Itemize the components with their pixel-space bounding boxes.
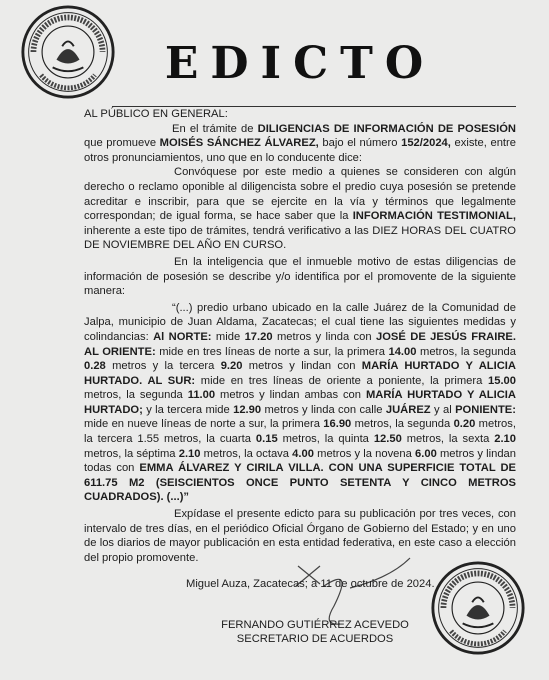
document-title: EDICTO [164, 38, 436, 89]
court-seal-icon [20, 4, 116, 100]
signer-name: FERNANDO GUTIÉRREZ ACEVEDO [221, 619, 409, 631]
court-seal-bottom-icon [430, 560, 526, 656]
edict-body [84, 107, 516, 565]
signer [200, 618, 430, 646]
paragraph-property-description: “(...) predio urbano ubicado en la calle Juárez de la Comunidad de Jalpa, municipio de Juan Aldama, Zacatecas; el cual tiene las siguientes medidas y colindancias: Al NORTE: mide 17.20 metros y linda con JOSÉ DE JESÚS FRAIRE. AL ORIENTE: mide en tres líneas de norte a sur, la primera 14.00 metros, la segunda 0.28 metros y la tercera 9.20 metros y lindan con MARÍA HURTADO Y ALICIA HURTADO. AL SUR: mide en tres líneas de oriente a poniente, la primera 15.00 metros, la segunda 11.00 metros y lindan ambas con MARÍA HURTADO Y ALICIA HURTADO; y la tercera mide 12.90 metros y linda con calle JUÁREZ y al PONIENTE: mide en nueve líneas de norte a sur, la primera 16.90 metros, la segunda 0.20 metros, la tercera 1.55 metros, la cuarta 0.15 metros, la quinta 12.50 metros, la sexta 2.10 metros, la séptima 2.10 metros, la octava 4.00 metros y la novena 6.00 metros y lindan todas con EMMA ÁLVAREZ Y CIRILA VILLA. CON UNA SUPERFICIE TOTAL DE 611.75 M2 (SEISCIENTOS ONCE PUNTO SETENTA Y CINCO METROS CUADRADOS). (...)” [84, 301, 516, 504]
paragraph-summons: Convóquese por este medio a quienes se consideren con algún derecho o reclamo oponible al diligencista sobre el predio cuya posesión se pretende acreditar e inscribir, para que se ejercite en la vía y términos que legalmente correspondan; de igual forma, se hace saber que la INFORMACIÓN TESTIMONIAL, inherente a este tipo de trámites, tendrá verificativo a las DIEZ HORAS DEL CUATRO DE NOVIEMBRE DEL AÑO EN CURSO. [84, 166, 517, 252]
paragraph-intro: En el trámite de DILIGENCIAS DE INFORMACIÓN DE POSESIÓN que promueve MOISÉS SÁNCHEZ ÁLVAREZ, bajo el número 152/2024, existe, entre otros pronunciamientos, uno que en lo conducente dice: [84, 122, 516, 164]
salutation: AL PÚBLICO EN GENERAL: [84, 108, 228, 120]
signer-title: SECRETARIO DE ACUERDOS [236, 633, 394, 645]
paragraph-publication-order: Expídase el presente edicto para su publicación por tres veces, con intervalo de tres días, en el periódico Oficial Órgano de Gobierno del Estado; y en uno de los diarios de mayor publicación en esta entidad federativa, en este caso a elección del propio promovente. [84, 508, 516, 564]
place-date: Miguel Auza, Zacatecas; a 11 de octubre de 2024. [186, 578, 435, 590]
paragraph-property-intro: En la inteligencia que el inmueble motivo de estas diligencias de información de posesión se describe y/o identifica por el promovente de la siguiente manera: [84, 255, 516, 298]
